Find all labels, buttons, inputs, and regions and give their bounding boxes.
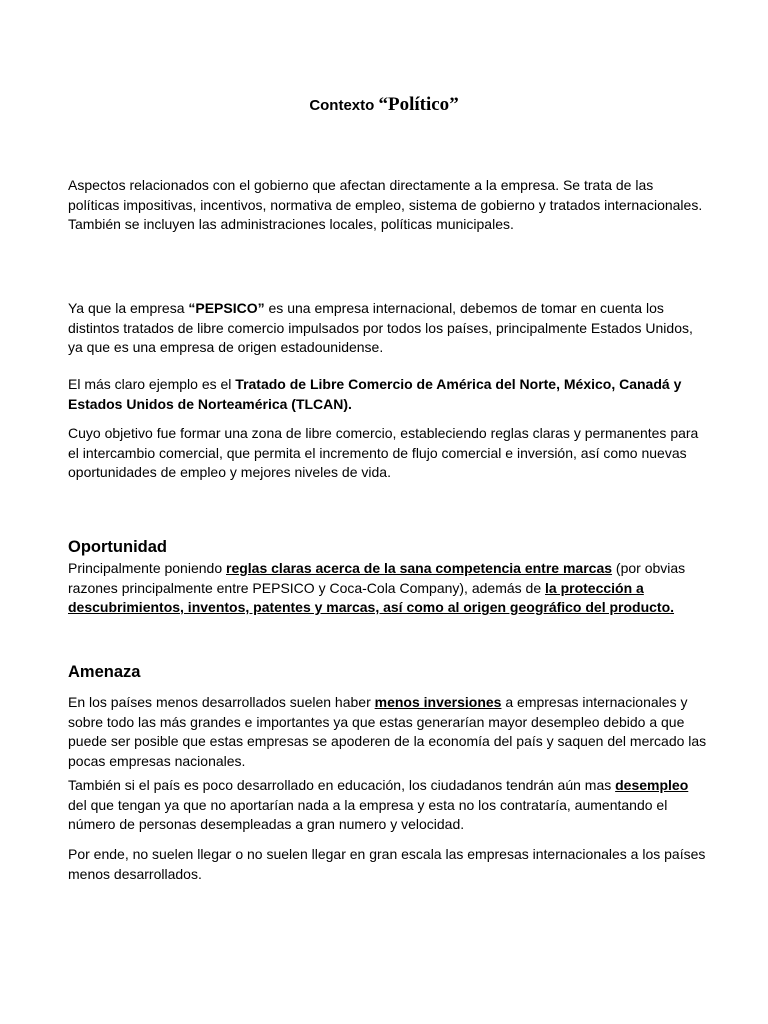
pepsico-after: es una empresa internacional, debemos de tomar en cuenta los distintos tratados de libre comercio impulsados por todos los países, principalmente Estados Unidos, ya que es una empresa de origen estadounidense.: [68, 300, 693, 355]
title-prefix: Contexto: [309, 97, 379, 114]
title-close-quote: ”: [449, 94, 459, 115]
title-open-quote: “: [378, 94, 388, 115]
threat-p2-before: También si el país es poco desarrollado en educación, los ciudadanos tendrán aún mas: [68, 777, 616, 793]
threat-p2-emph: desempleo: [615, 777, 689, 793]
opportunity-heading: Oportunidad: [68, 538, 167, 556]
page-title: [0, 94, 768, 116]
objective-paragraph: Cuyo objetivo fue formar una zona de libre comercio, estableciendo reglas claras y permanentes para el intercambio comercial, que permita el incremento de flujo comercial e inversión, así como nuevas oportunidades de empleo y mejores niveles de vida.: [68, 425, 699, 480]
threat-paragraph-2: [68, 776, 708, 835]
pepsico-paragraph: [68, 299, 708, 358]
threat-p1-after: a empresas internacionales y sobre todo las más grandes e importantes ya que estas generarían mayor desempleo debido a que puede ser posible que estas empresas se apoderen de la economía del país y saquen del mercado las pocas empresas nacionales.: [68, 694, 707, 769]
title-word: Político: [387, 94, 450, 115]
example-paragraph: [68, 375, 708, 414]
threat-paragraph-1: [68, 693, 708, 771]
pepsico-before: Ya que la empresa: [68, 300, 189, 316]
threat-heading: Amenaza: [68, 663, 141, 681]
opportunity-text-1: Principalmente poniendo: [68, 560, 226, 576]
opportunity-paragraph: [68, 559, 708, 618]
example-treaty: Tratado de Libre Comercio de América del Norte, México, Canadá y Estados Unidos de Norteamérica (TLCAN).: [68, 376, 682, 412]
opportunity-text-2: (por obvias razones principalmente entre PEPSICO y Coca-Cola Company), además de: [68, 560, 686, 596]
threat-p2-after: del que tengan ya que no aportarían nada a la empresa y esta no los contrataría, aumentando el número de personas desempleadas a gran numero y velocidad.: [68, 796, 668, 832]
intro-paragraph: Aspectos relacionados con el gobierno que afectan directamente a la empresa. Se trata de las políticas impositivas, incentivos, normativa de empleo, sistema de gobierno y tratados internacionales. También se incluyen las administraciones locales, políticas municipales.: [68, 177, 703, 232]
pepsico-company: “PEPSICO”: [188, 300, 265, 316]
opportunity-underline-2: la protección a descubrimientos, inventos, patentes y marcas, así como al origen geográfico del producto.: [68, 579, 675, 615]
threat-paragraph-3: Por ende, no suelen llegar o no suelen llegar en gran escala las empresas internacionales a los países menos desarrollados.: [68, 846, 706, 882]
example-before: El más claro ejemplo es el: [68, 376, 236, 392]
threat-p1-emph: menos inversiones: [374, 694, 502, 710]
opportunity-underline-1: reglas claras acerca de la sana competencia entre marcas: [226, 560, 613, 576]
threat-p1-before: En los países menos desarrollados suelen haber: [68, 694, 375, 710]
